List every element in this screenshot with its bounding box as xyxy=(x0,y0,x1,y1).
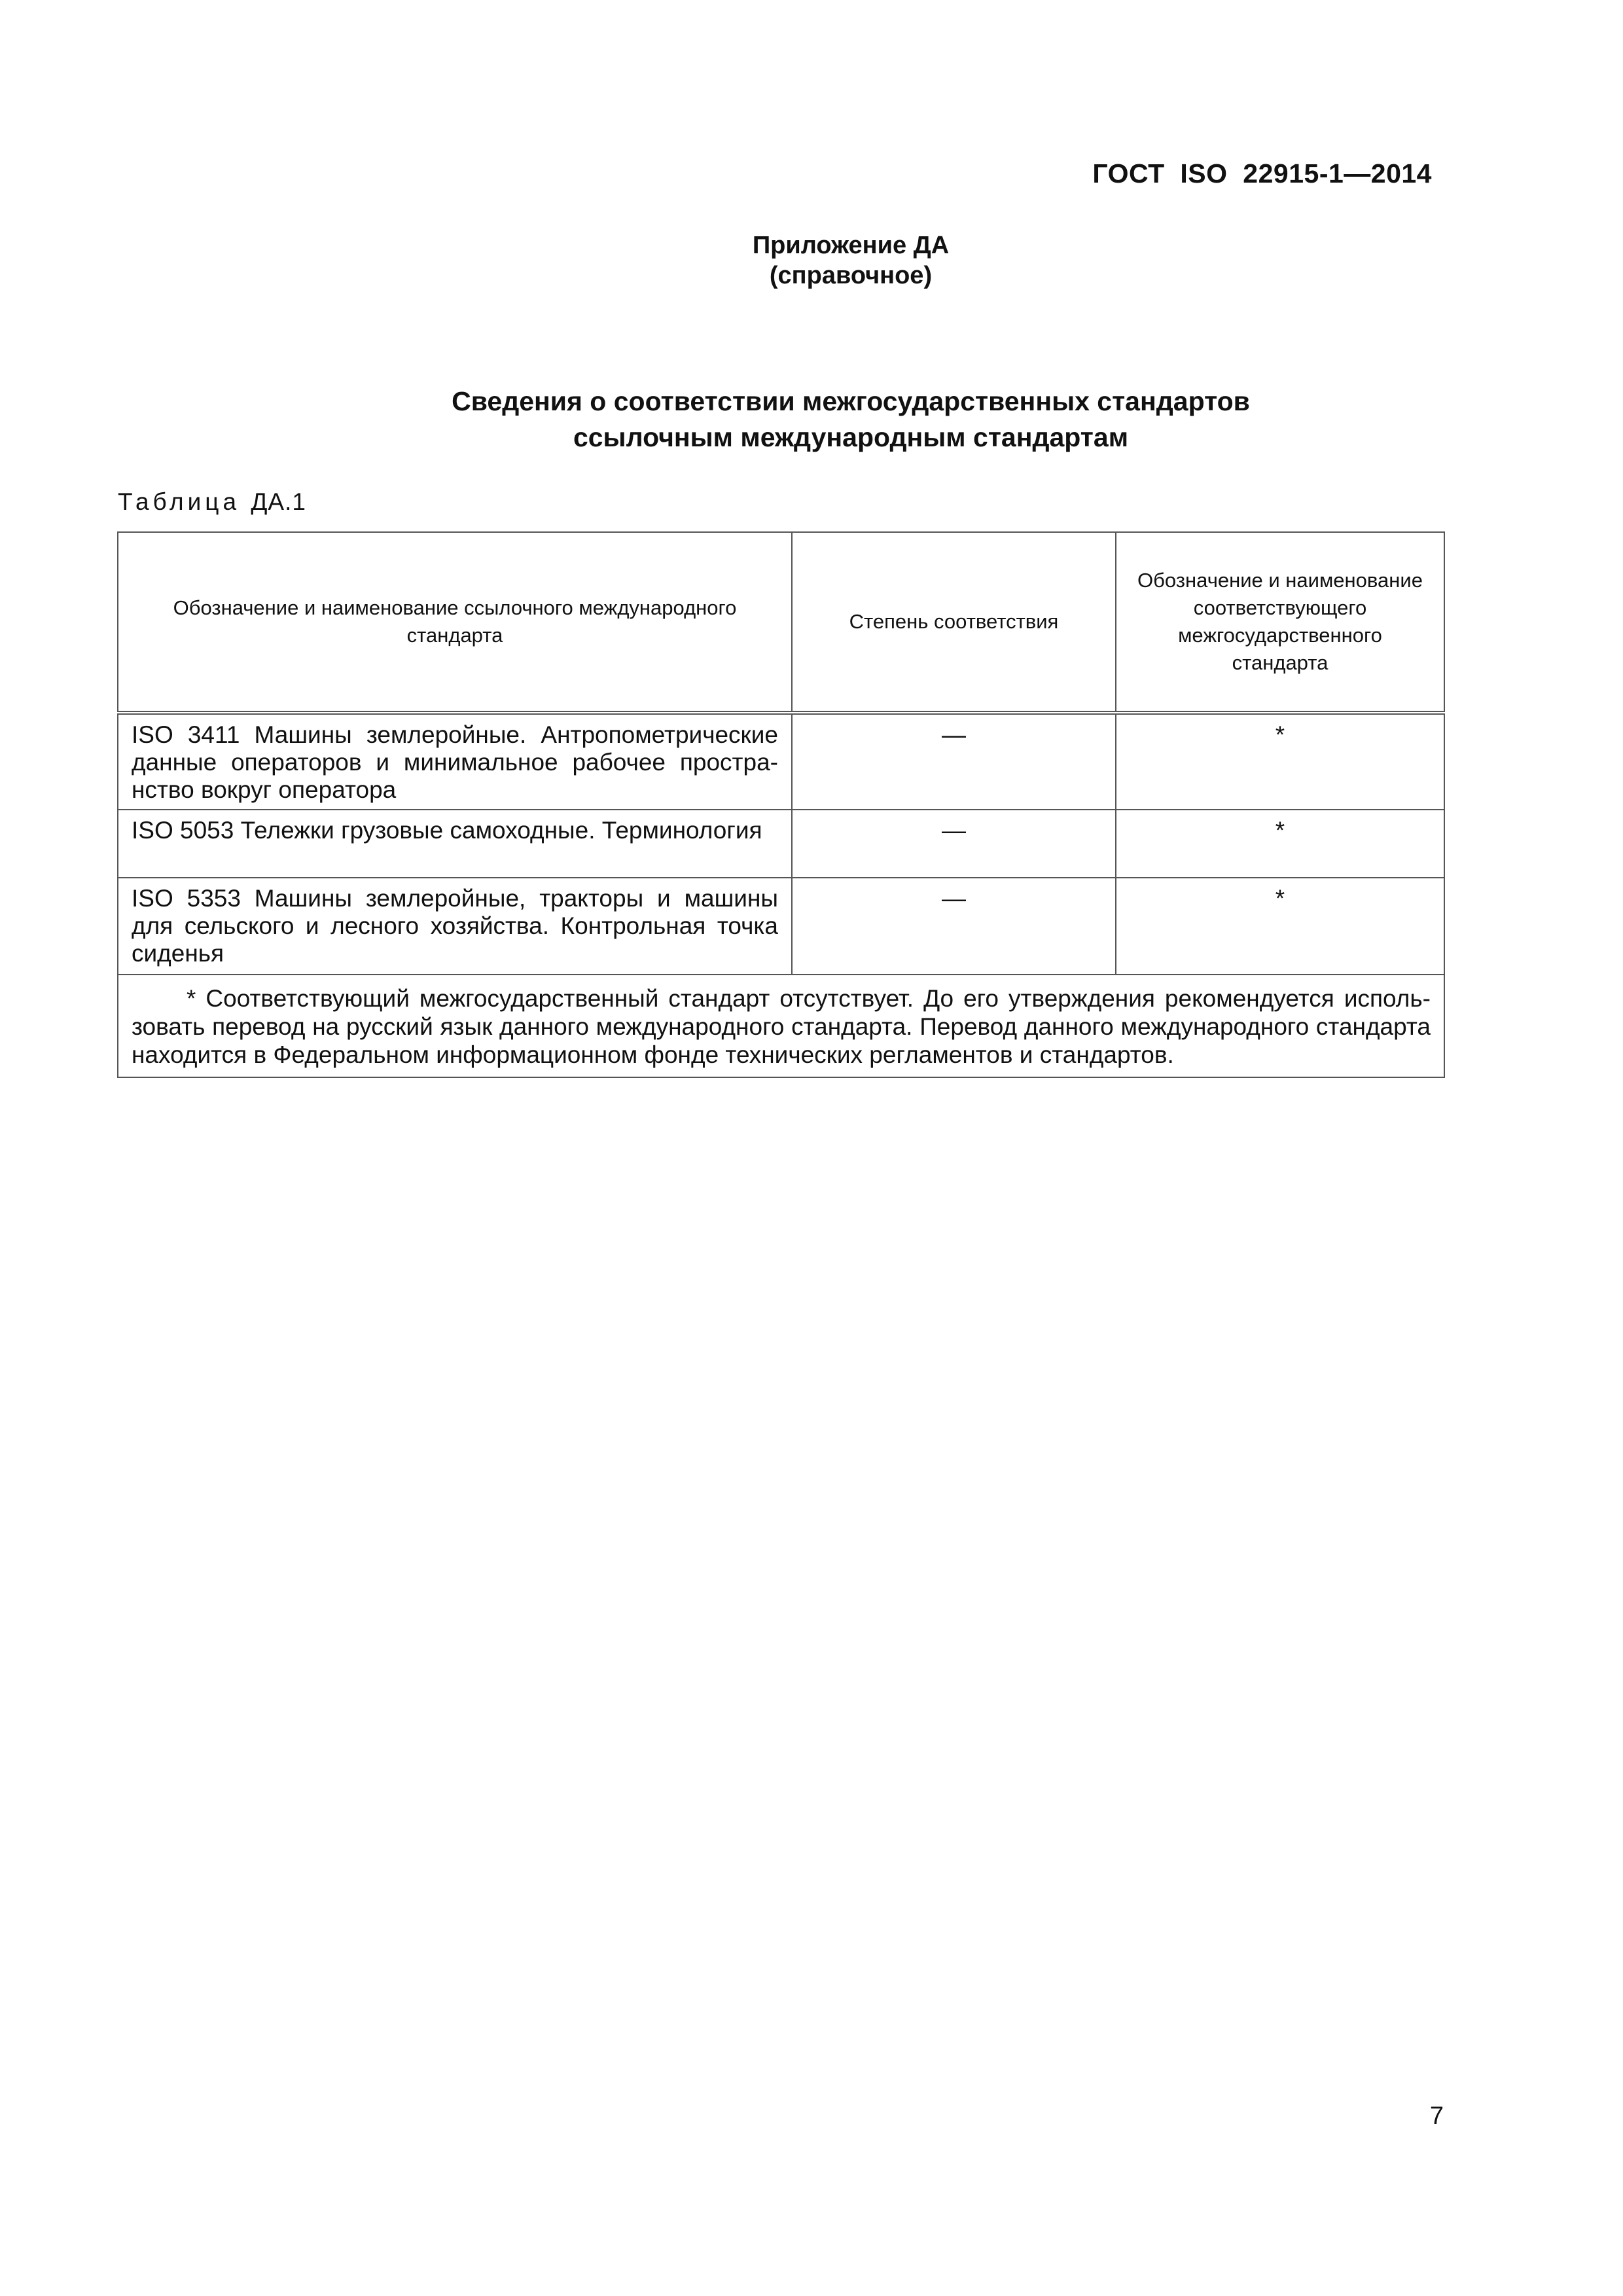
appendix-title: Приложение ДА xyxy=(752,232,950,259)
cell-designation: ISO 5353 Машины землеройные, тракторы и машины для сельского и лесного хозяйства. Контрольная точка сиденья xyxy=(118,878,792,975)
table-footnote-text: * Соответствующий межгосударственный стандарт отсутствует. До его утверждения рекомендуется использовать перевод на русский язык данного международного стандарта. Перевод данного международного стандарта находится в Федеральном информационном фонде технических регламентов и стандартов. xyxy=(132,985,1431,1068)
section-title-line-1: Сведения о соответствии межгосударственных стандартов xyxy=(452,386,1250,416)
page-number: 7 xyxy=(1429,2102,1444,2130)
cell-interstate: * xyxy=(1116,713,1444,810)
table-caption-number: ДА.1 xyxy=(251,488,306,515)
section-title xyxy=(0,384,1623,456)
cell-interstate: * xyxy=(1116,810,1444,878)
cell-degree: — xyxy=(792,713,1116,810)
table-header-row xyxy=(118,532,1444,713)
table-row xyxy=(118,713,1444,810)
table-footnote-row xyxy=(118,975,1444,1077)
cell-degree: — xyxy=(792,878,1116,975)
document-code: ГОСТ ISO 22915-1—2014 xyxy=(1092,158,1432,188)
header-interstate-standard: Обозначение и наименование соответствующего межгосударственного стандарта xyxy=(1116,532,1444,713)
table-row xyxy=(118,810,1444,878)
section-title-line-2: ссылочным международным стандартам xyxy=(573,422,1129,452)
table-caption xyxy=(118,488,306,516)
table-row xyxy=(118,878,1444,975)
cell-degree: — xyxy=(792,810,1116,878)
table-footnote xyxy=(118,975,1444,1077)
header-international-standard: Обозначение и наименование ссылочного международного стандарта xyxy=(118,532,792,713)
correspondence-table xyxy=(117,531,1445,1078)
cell-designation: ISO 3411 Машины землеройные. Антропометрические данные операторов и минимальное рабочее пространство вокруг оператора xyxy=(118,713,792,810)
header-degree-of-correspondence: Степень соответствия xyxy=(792,532,1116,713)
cell-designation: ISO 5053 Тележки грузовые самоходные. Терминология xyxy=(118,810,792,878)
cell-interstate: * xyxy=(1116,878,1444,975)
appendix-heading xyxy=(0,230,1623,291)
appendix-subtitle: (справочное) xyxy=(769,262,933,289)
table-caption-word: Таблица xyxy=(118,488,241,515)
